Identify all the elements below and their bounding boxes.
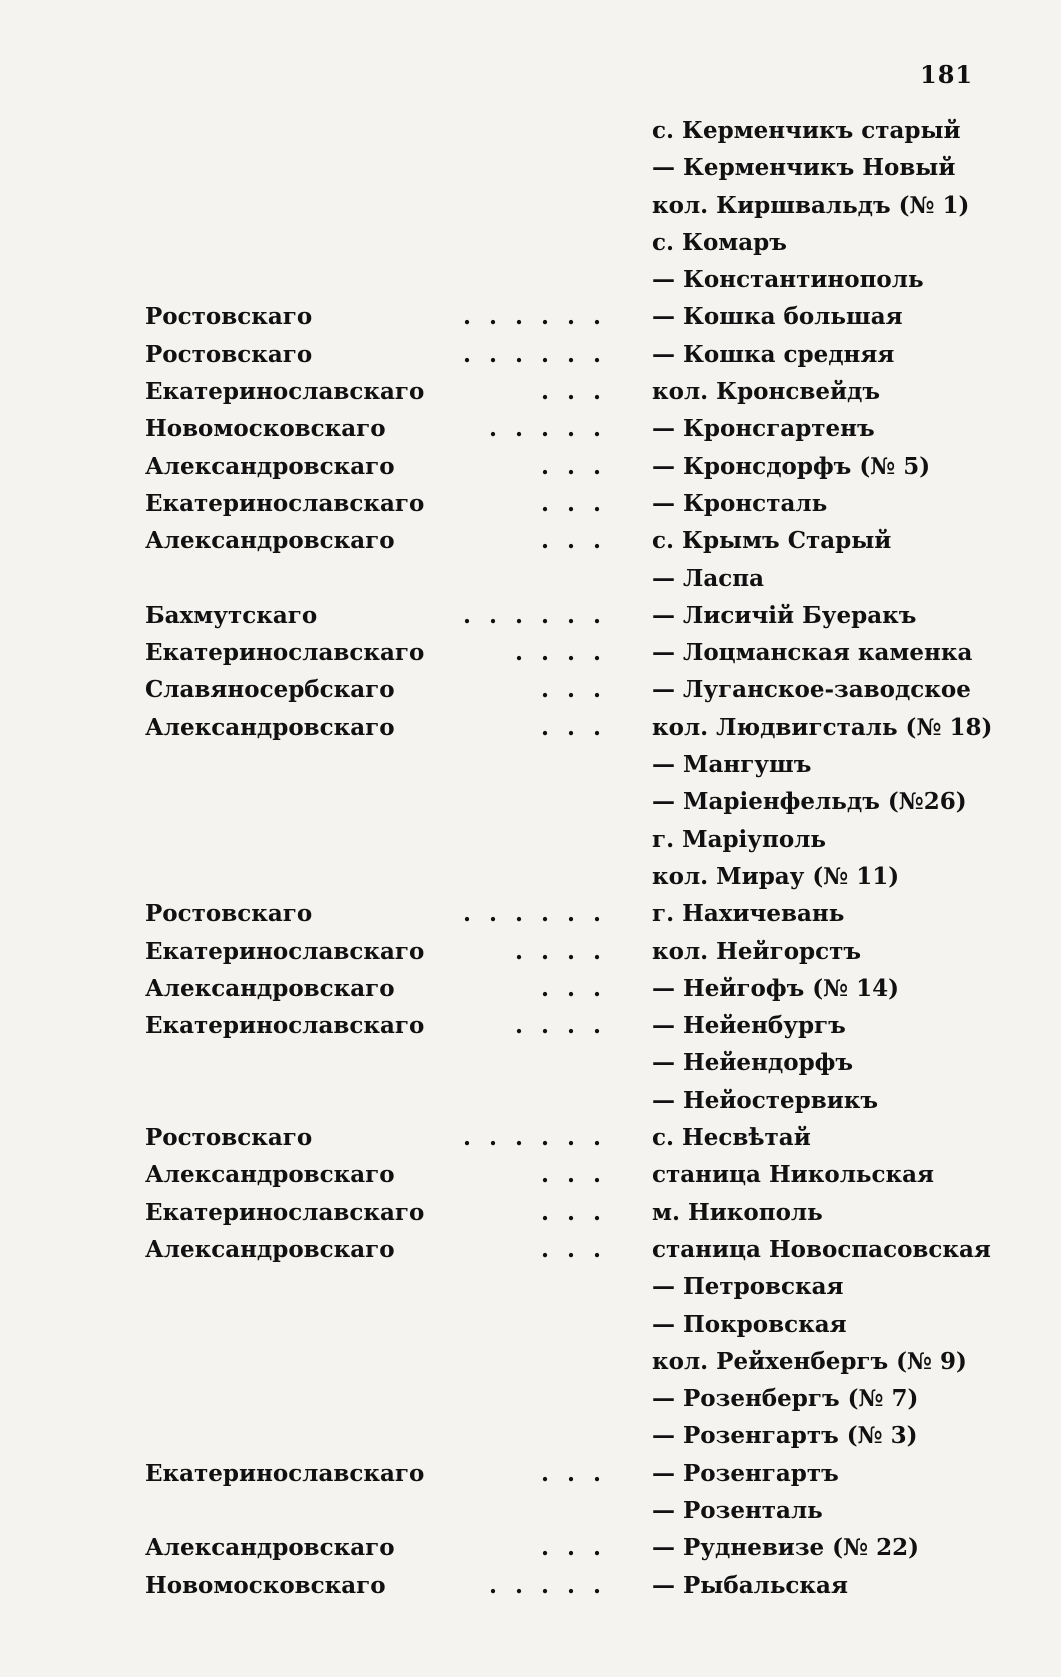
settlement-name: — Рудневизе (№ 22) — [652, 1534, 919, 1562]
dot-leader: ... — [540, 1161, 619, 1189]
district-name: Славяносербскаго — [145, 676, 395, 704]
list-row — [0, 1273, 1061, 1310]
settlement-name: — Мангушъ — [652, 751, 812, 779]
district-name: Екатеринославскаго — [145, 1459, 425, 1487]
dot-leader: ... — [540, 713, 619, 741]
district-name: Новомосковскаго — [145, 415, 386, 443]
list-row — [0, 639, 1061, 676]
settlement-name: кол. Мирау (№ 11) — [652, 862, 900, 890]
settlement-name: — Ласпа — [652, 564, 764, 592]
settlement-name: — Нейгофъ (№ 14) — [652, 974, 900, 1002]
settlement-name: — Кошка средняя — [652, 340, 895, 368]
list-row — [0, 1124, 1061, 1161]
list-row — [0, 1049, 1061, 1086]
page-number: 181 — [920, 60, 974, 89]
list-row — [0, 1236, 1061, 1273]
settlement-name: — Кронсталь — [652, 489, 828, 517]
settlement-name: — Нейенбургъ — [652, 1012, 846, 1040]
district-name: Екатеринославскаго — [145, 937, 425, 965]
list-row — [0, 1161, 1061, 1198]
dot-leader: ...... — [462, 900, 619, 928]
list-row — [0, 378, 1061, 415]
settlement-name: — Нейостервикъ — [652, 1086, 879, 1114]
dot-leader: ... — [540, 1459, 619, 1487]
dot-leader: .... — [514, 937, 619, 965]
settlement-name: — Лисичій Буеракъ — [652, 601, 917, 629]
dot-leader: ... — [540, 1198, 619, 1226]
list-row — [0, 303, 1061, 340]
settlement-name: — Розенбергъ (№ 7) — [652, 1385, 919, 1413]
settlement-name: кол. Кронсвейдъ — [652, 378, 881, 406]
dot-leader: ... — [540, 1235, 619, 1263]
settlement-name: — Маріенфельдъ (№26) — [652, 788, 967, 816]
list-row — [0, 1087, 1061, 1124]
dot-leader: .... — [514, 639, 619, 667]
dot-leader: ..... — [488, 415, 619, 443]
settlement-name: с. Несвѣтай — [652, 1124, 811, 1152]
settlement-name: — Розенгартъ — [652, 1459, 839, 1487]
settlement-name: — Розенталь — [652, 1496, 823, 1524]
list-row — [0, 266, 1061, 303]
settlement-name: с. Комаръ — [652, 228, 787, 256]
list-row — [0, 565, 1061, 602]
dot-leader: ...... — [462, 303, 619, 331]
settlement-name: — Розенгартъ (№ 3) — [652, 1422, 918, 1450]
list-row — [0, 1497, 1061, 1534]
list-row — [0, 192, 1061, 229]
dot-leader: ...... — [462, 1124, 619, 1152]
district-name: Александровскаго — [145, 452, 395, 480]
list-row — [0, 1385, 1061, 1422]
district-name: Ростовскаго — [145, 900, 313, 928]
settlement-name: — Керменчикъ Новый — [652, 154, 956, 182]
settlement-name: кол. Рейхенбергъ (№ 9) — [652, 1347, 967, 1375]
dot-leader: ... — [540, 1534, 619, 1562]
list-row — [0, 1348, 1061, 1385]
dot-leader: ... — [540, 974, 619, 1002]
district-name: Александровскаго — [145, 1161, 395, 1189]
list-row — [0, 751, 1061, 788]
list-row — [0, 714, 1061, 751]
settlement-name: станица Новоспасовская — [652, 1235, 991, 1263]
list-row — [0, 863, 1061, 900]
dot-leader: .... — [514, 1012, 619, 1040]
settlement-name: — Нейендорфъ — [652, 1049, 854, 1077]
dot-leader: ..... — [488, 1571, 619, 1599]
district-name: Екатеринославскаго — [145, 378, 425, 406]
district-name: Бахмутскаго — [145, 601, 318, 629]
settlement-name: кол. Киршвальдъ (№ 1) — [652, 191, 970, 219]
settlement-name: г. Маріуполь — [652, 825, 827, 853]
district-name: Александровскаго — [145, 527, 395, 555]
district-name: Новомосковскаго — [145, 1571, 386, 1599]
settlement-name: — Кошка большая — [652, 303, 903, 331]
dot-leader: ...... — [462, 340, 619, 368]
list-row — [0, 788, 1061, 825]
list-row — [0, 900, 1061, 937]
settlement-name: — Константинополь — [652, 266, 924, 294]
district-name: Александровскаго — [145, 713, 395, 741]
settlement-name: — Рыбальская — [652, 1571, 848, 1599]
settlement-name: — Кронсдорфъ (№ 5) — [652, 452, 931, 480]
dot-leader: ... — [540, 378, 619, 406]
settlement-name: — Кронсгартенъ — [652, 415, 875, 443]
district-name: Екатеринославскаго — [145, 489, 425, 517]
list-row — [0, 1572, 1061, 1609]
district-name: Александровскаго — [145, 974, 395, 1002]
list-row — [0, 1012, 1061, 1049]
dot-leader: ... — [540, 489, 619, 517]
settlement-name: станица Никольская — [652, 1161, 935, 1189]
list-row — [0, 490, 1061, 527]
district-name: Екатеринославскаго — [145, 1012, 425, 1040]
list-row — [0, 975, 1061, 1012]
settlement-name: — Луганское-заводское — [652, 676, 971, 704]
list-row — [0, 826, 1061, 863]
district-name: Александровскаго — [145, 1534, 395, 1562]
list-row — [0, 1199, 1061, 1236]
list-row — [0, 453, 1061, 490]
list-row — [0, 676, 1061, 713]
district-name: Ростовскаго — [145, 303, 313, 331]
district-name: Ростовскаго — [145, 340, 313, 368]
list-row — [0, 1534, 1061, 1571]
list-row — [0, 1422, 1061, 1459]
list-row — [0, 1460, 1061, 1497]
settlement-name: с. Керменчикъ старый — [652, 117, 961, 144]
settlement-name: с. Крымъ Старый — [652, 527, 892, 555]
settlement-name: кол. Людвигсталь (№ 18) — [652, 713, 993, 741]
district-name: Екатеринославскаго — [145, 639, 425, 667]
dot-leader: ... — [540, 527, 619, 555]
settlement-name: — Лоцманская каменка — [652, 639, 973, 667]
settlement-name: кол. Нейгорстъ — [652, 937, 862, 965]
settlement-name: м. Никополь — [652, 1198, 823, 1226]
settlement-name: — Петровская — [652, 1273, 844, 1301]
list-row — [0, 938, 1061, 975]
district-name: Екатеринославскаго — [145, 1198, 425, 1226]
list-row — [0, 1311, 1061, 1348]
list-row — [0, 341, 1061, 378]
list-row — [0, 154, 1061, 191]
list-row — [0, 527, 1061, 564]
list-row — [0, 229, 1061, 266]
district-name: Ростовскаго — [145, 1124, 313, 1152]
settlement-list — [0, 117, 1061, 1609]
list-row — [0, 117, 1061, 154]
dot-leader: ... — [540, 676, 619, 704]
dot-leader: ... — [540, 452, 619, 480]
list-row — [0, 602, 1061, 639]
settlement-name: г. Нахичевань — [652, 900, 845, 928]
district-name: Александровскаго — [145, 1235, 395, 1263]
dot-leader: ...... — [462, 601, 619, 629]
list-row — [0, 415, 1061, 452]
settlement-name: — Покровская — [652, 1310, 847, 1338]
